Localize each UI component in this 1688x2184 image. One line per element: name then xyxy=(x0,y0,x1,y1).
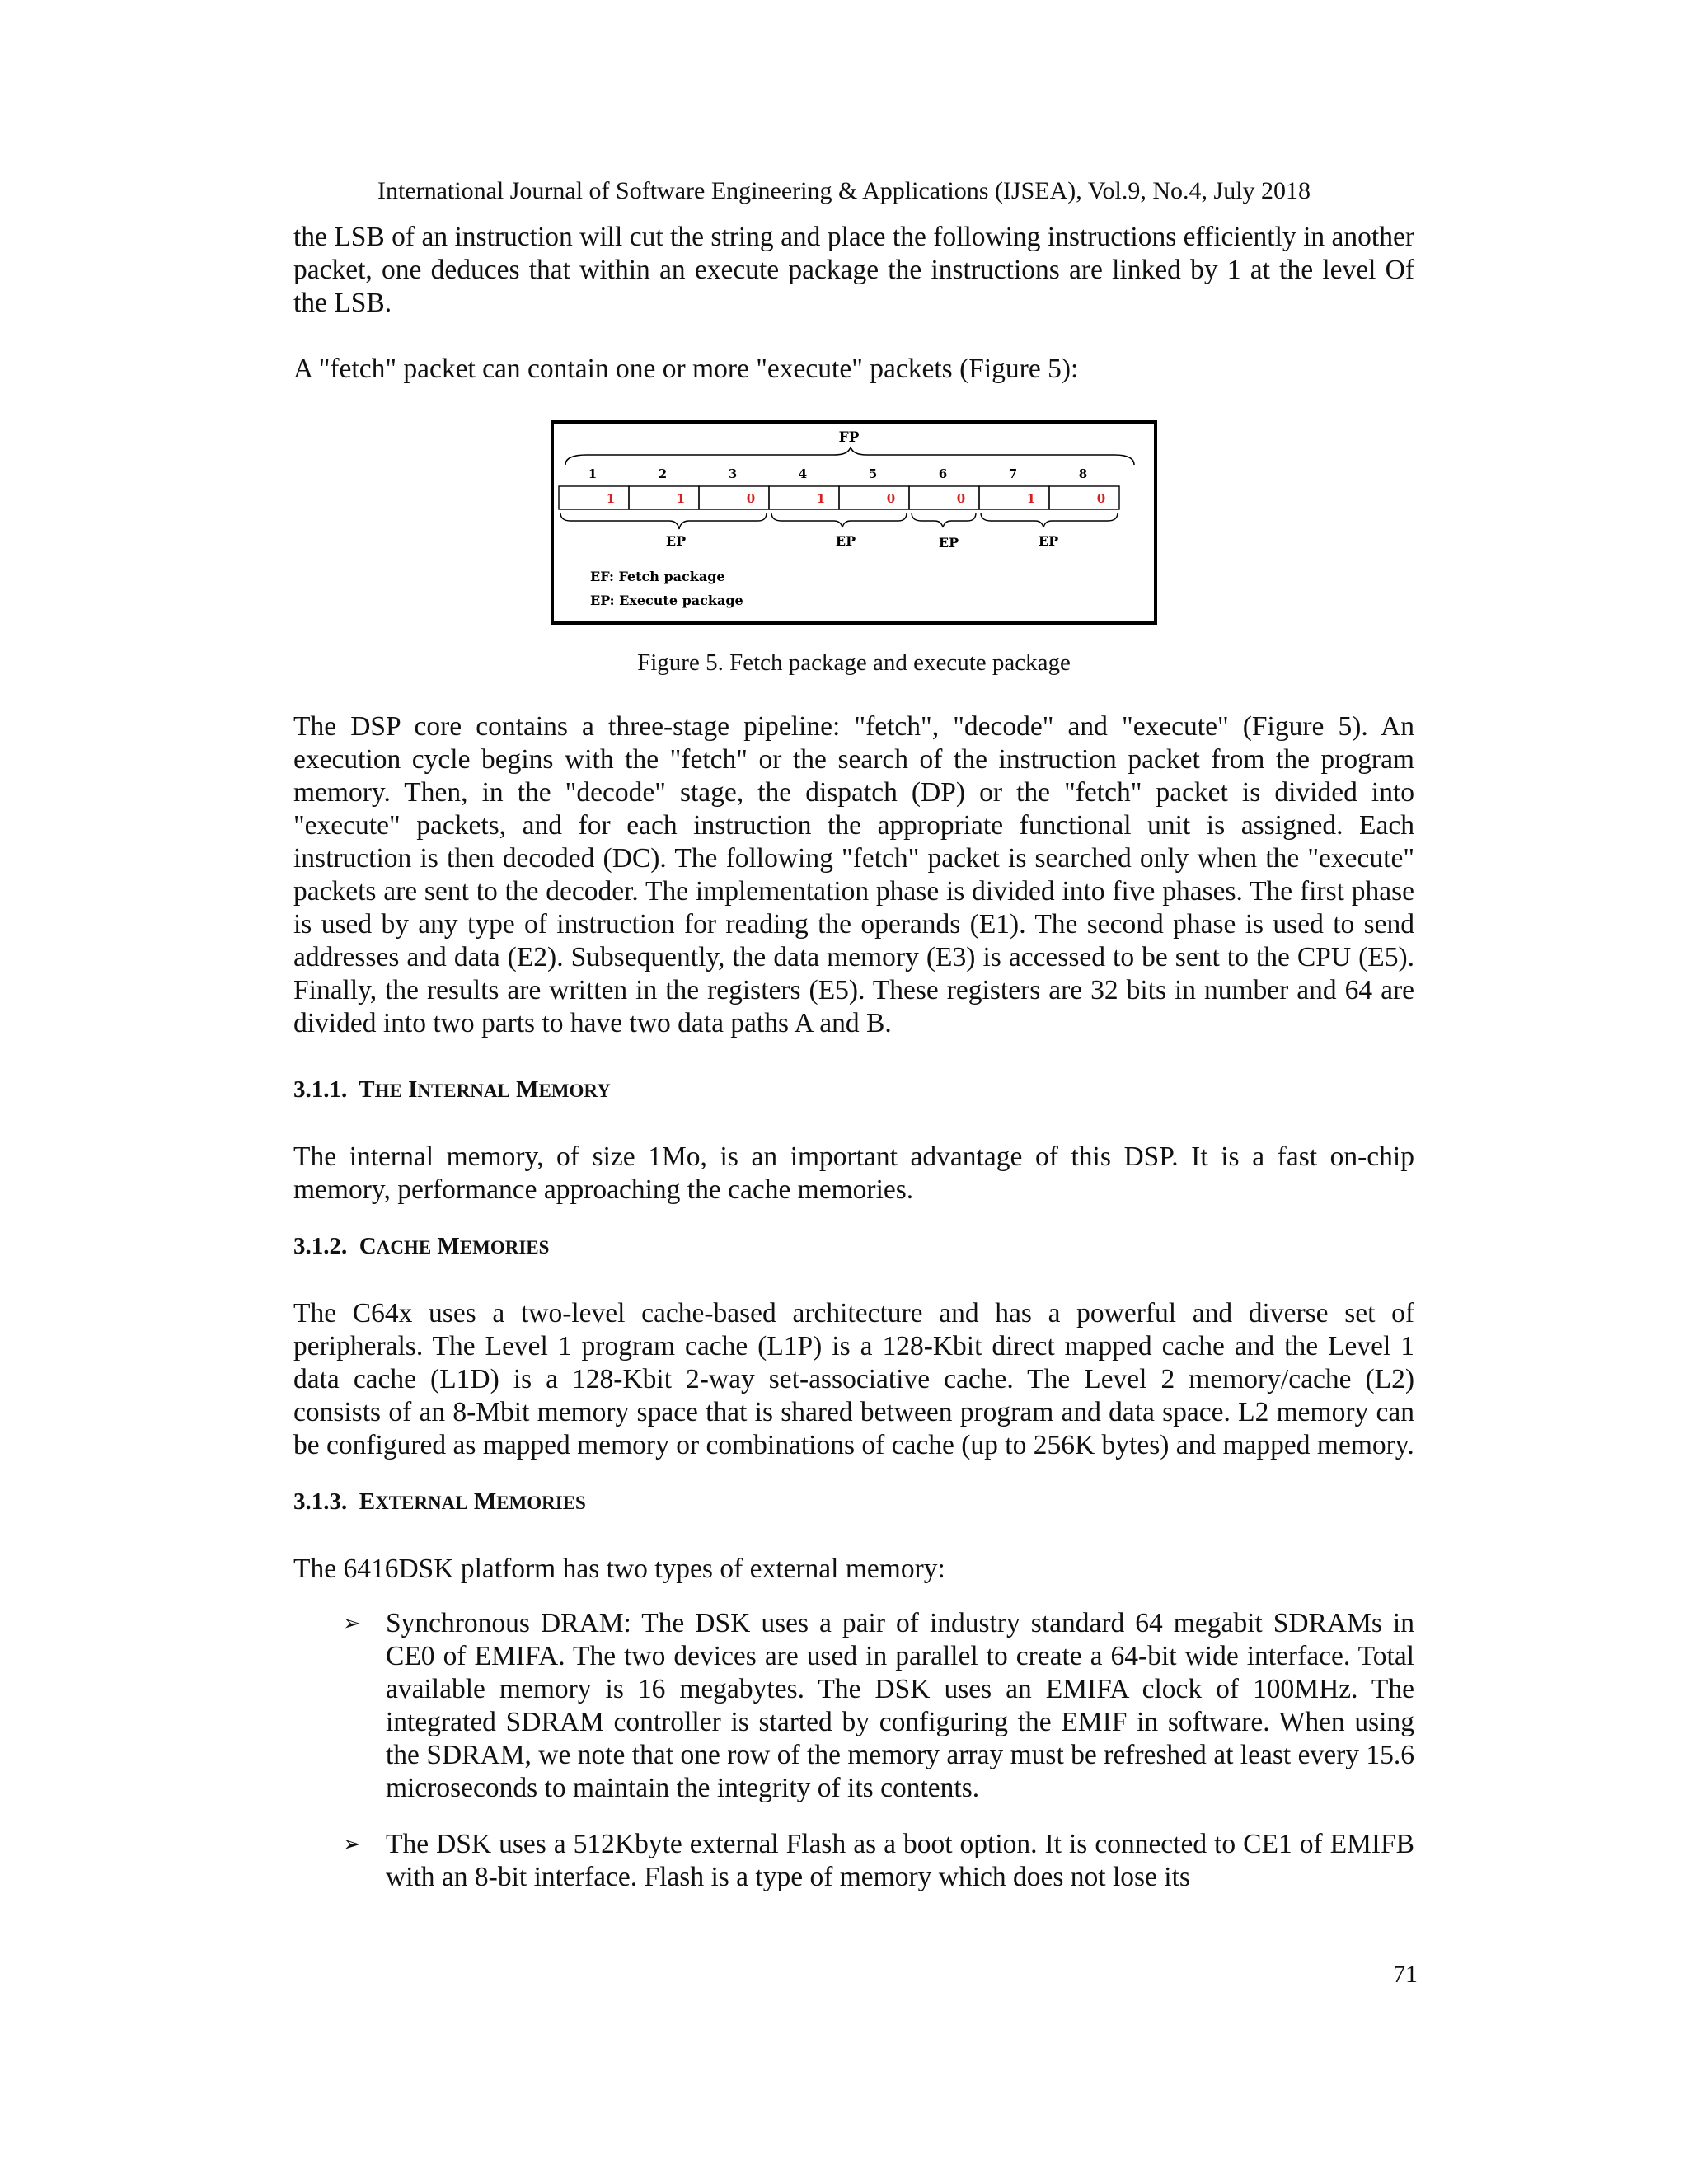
arrow-bullet-icon: ➢ xyxy=(343,1611,361,1636)
paragraph-internal-memory: The internal memory, of size 1Mo, is an important advantage of this DSP. It is a fast on-chip memory, performance approaching the cache memories. xyxy=(293,1141,1414,1205)
slot-cell xyxy=(909,486,979,509)
bullet-item-flash xyxy=(293,1828,1414,1894)
slot-cell xyxy=(839,486,909,509)
bit-value: 1 xyxy=(1026,491,1036,506)
bit-value: 0 xyxy=(886,491,896,506)
section-heading-cache-memories: 3.1.2. CACHE MEMORIES xyxy=(293,1233,550,1259)
page-number: 71 xyxy=(1393,1961,1418,1988)
fetch-execute-diagram xyxy=(554,424,1154,621)
slot-number: 3 xyxy=(728,466,738,481)
paragraph-lsb: the LSB of an instruction will cut the string and place the following instructions efficiently in another packet, one deduces that within an execute package the instructions are linked by 1 at the level Of the LSB. xyxy=(293,222,1414,318)
bit-value: 1 xyxy=(606,491,616,506)
bit-value: 1 xyxy=(676,491,686,506)
figure-5 xyxy=(551,420,1157,625)
slot-number: 8 xyxy=(1078,466,1088,481)
ep-brace xyxy=(560,513,767,529)
slot-number: 2 xyxy=(658,466,668,481)
slot-number: 1 xyxy=(588,466,598,481)
fp-label: FP xyxy=(838,429,860,446)
paragraph-cache-memories: The C64x uses a two-level cache-based architecture and has a powerful and diverse set of peripherals. The Level 1 program cache (L1P) is a 128-Kbit direct mapped cache and the Level 1 data cache (L1D) is a 128-Kbit 2-way set-associative cache. The Level 2 memory/cache (L2) consists of an 8-Mbit memory space that is shared between program and data space. L2 memory can be configured as mapped memory or combinations of cache (up to 256K bytes) and mapped memory. xyxy=(293,1298,1414,1460)
slot-number: 5 xyxy=(868,466,878,481)
paragraph-external-intro: The 6416DSK platform has two types of external memory: xyxy=(293,1554,945,1584)
ep-brace xyxy=(912,513,976,527)
fp-brace xyxy=(565,447,1134,465)
bullet-text: Synchronous DRAM: The DSK uses a pair of industry standard 64 megabit SDRAMs in CE0 of EMIFA. The two devices are used in parallel to create a 64-bit wide interface. Total available memory is 16 megabytes. The DSK uses an EMIFA clock of 100MHz. The integrated SDRAM controller is started by configuring the EMIF in software. When using the SDRAM, we note that one row of the memory array must be refreshed at least every 15.6 microseconds to maintain the integrity of its contents. xyxy=(386,1608,1414,1803)
slot-cell xyxy=(699,486,769,509)
ep-label: EP xyxy=(938,535,959,551)
ep-brace xyxy=(771,513,907,527)
figure-caption: Figure 5. Fetch package and execute package xyxy=(637,649,1071,676)
bit-value: 1 xyxy=(816,491,826,506)
journal-header: International Journal of Software Engineering & Applications (IJSEA), Vol.9, No.4, July 2018 xyxy=(377,177,1311,204)
section-heading-internal-memory: 3.1.1. THE INTERNAL MEMORY xyxy=(293,1076,611,1103)
slot-number: 7 xyxy=(1008,466,1018,481)
slot-cell xyxy=(629,486,699,509)
bit-value: 0 xyxy=(956,491,966,506)
slot-number: 6 xyxy=(938,466,948,481)
page-body xyxy=(293,221,1414,1917)
slot-cell xyxy=(979,486,1049,509)
legend-ep: EP: Execute package xyxy=(590,593,743,608)
slot-cell xyxy=(769,486,839,509)
ep-label: EP xyxy=(1038,533,1059,549)
bullet-text: The DSK uses a 512Kbyte external Flash as a boot option. It is connected to CE1 of EMIFB with an 8-bit interface. Flash is a type of memory which does not lose its xyxy=(386,1829,1414,1892)
bit-value: 0 xyxy=(746,491,756,506)
ep-brace xyxy=(981,513,1118,527)
ep-label: EP xyxy=(835,533,856,549)
paragraph-dsp-pipeline: The DSP core contains a three-stage pipeline: "fetch", "decode" and "execute" (Figure 5). An execution cycle begins with the "fetch" or the search of the instruction packet from the program memory. Then, in the "decode" stage, the dispatch (DP) or the "fetch" packet is divided into "execute" packets, and for each instruction the appropriate functional unit is assigned. Each instruction is then decoded (DC). The following "fetch" packet is searched only when the "execute" packets are sent to the decoder. The implementation phase is divided into five phases. The first phase is used by any type of instruction for reading the operands (E1). The second phase is used to send addresses and data (E2). Subsequently, the data memory (E3) is accessed to be sent to the CPU (E5). Finally, the results are written in the registers (E5). These registers are 32 bits in number and 64 are divided into two parts to have two data paths A and B. xyxy=(293,711,1414,1038)
paragraph-fetch-intro: A "fetch" packet can contain one or more "execute" packets (Figure 5): xyxy=(293,354,1079,384)
arrow-bullet-icon: ➢ xyxy=(343,1832,361,1857)
ep-label: EP xyxy=(665,533,687,549)
bullet-item-sdram xyxy=(293,1607,1414,1805)
slot-number: 4 xyxy=(798,466,808,481)
legend-ef: EF: Fetch package xyxy=(590,569,725,584)
section-heading-external-memories: 3.1.3. EXTERNAL MEMORIES xyxy=(293,1488,586,1515)
slot-cell xyxy=(559,486,629,509)
slot-cell xyxy=(1049,486,1119,509)
bit-value: 0 xyxy=(1096,491,1106,506)
